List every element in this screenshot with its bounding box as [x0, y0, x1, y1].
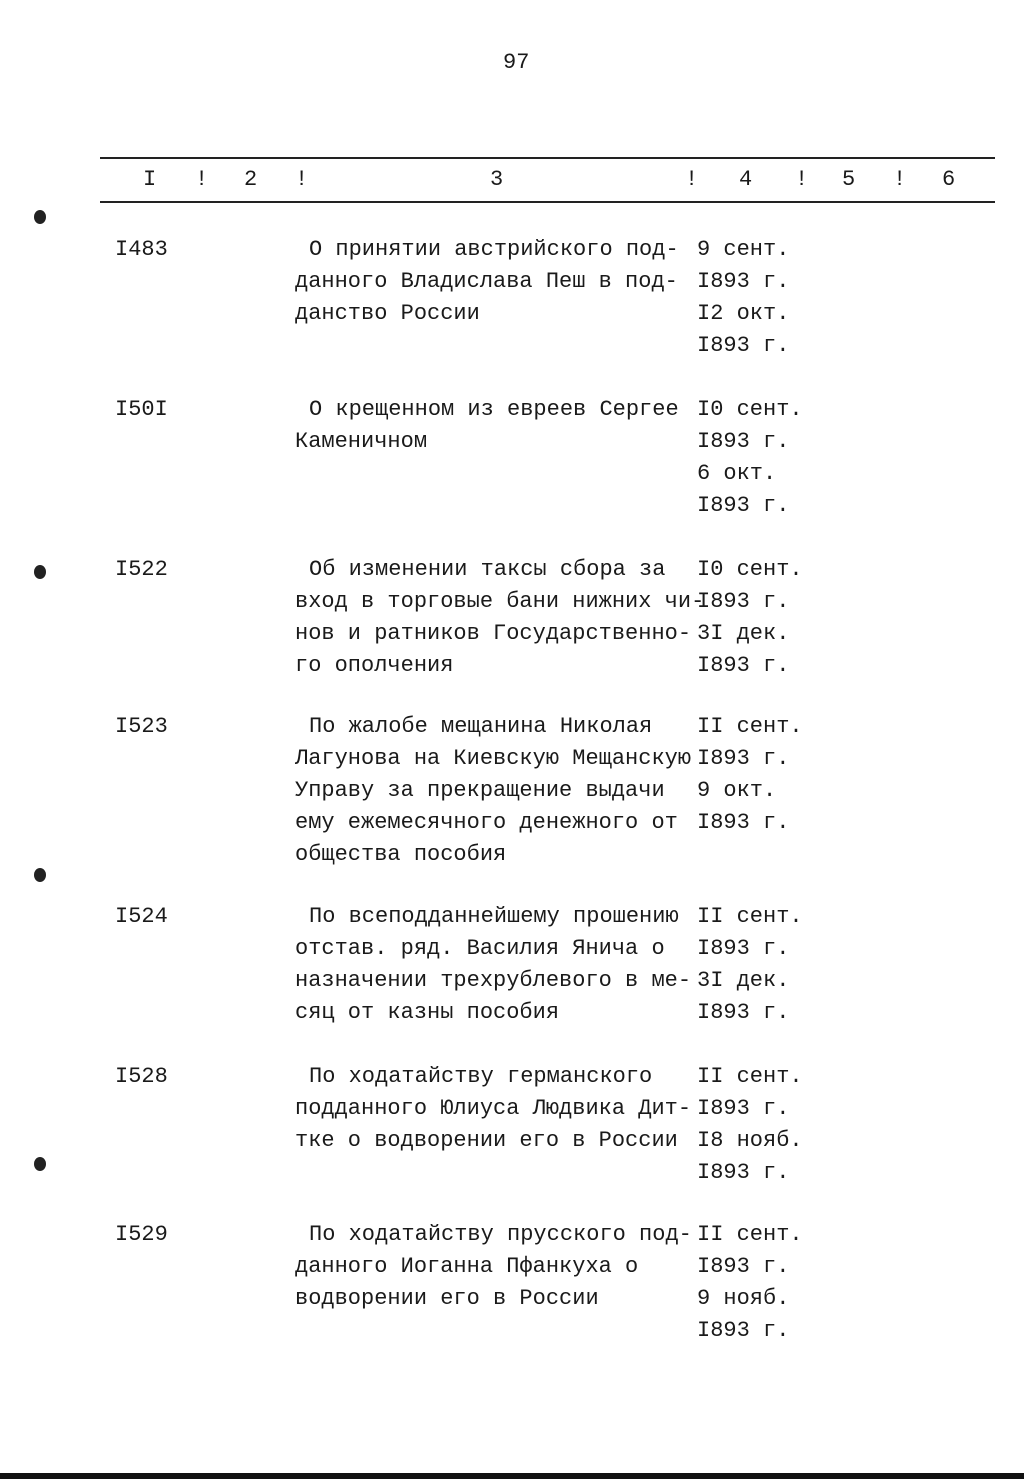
description-line: данство России — [295, 301, 480, 326]
date-line: I893 г. — [697, 810, 790, 835]
punch-hole — [34, 210, 46, 224]
case-dates — [697, 394, 803, 522]
date-line: I893 г. — [697, 493, 790, 518]
description-line: водворении его в России — [295, 1286, 599, 1311]
case-number: I522 — [115, 557, 168, 582]
date-line: I893 г. — [697, 1096, 790, 1121]
date-line: I893 г. — [697, 269, 790, 294]
date-line: 3I дек. — [697, 621, 790, 646]
date-line: I893 г. — [697, 1160, 790, 1185]
description-line: общества пособия — [295, 842, 507, 867]
date-line: 9 нояб. — [697, 1286, 790, 1311]
case-number: I528 — [115, 1064, 168, 1089]
column-separator: ! — [195, 167, 209, 192]
case-number: I524 — [115, 904, 168, 929]
date-line: II сент. — [697, 1064, 803, 1089]
case-number: I523 — [115, 714, 168, 739]
header-top-rule — [100, 157, 995, 159]
column-header-I: I — [143, 167, 157, 192]
date-line: II сент. — [697, 1222, 803, 1247]
description-line: го ополчения — [295, 653, 454, 678]
description-line: О принятии австрийского под- — [309, 237, 679, 262]
header-bottom-rule — [100, 201, 995, 203]
case-dates — [697, 1061, 803, 1189]
date-line: I893 г. — [697, 746, 790, 771]
punch-hole — [34, 1157, 46, 1171]
date-line: I893 г. — [697, 1000, 790, 1025]
description-line: Управу за прекращение выдачи — [295, 778, 665, 803]
punch-hole — [34, 868, 46, 882]
description-line: данного Владислава Пеш в под- — [295, 269, 678, 294]
description-line: данного Иоганна Пфанкуха о — [295, 1254, 639, 1279]
description-line: подданного Юлиуса Людвика Дит- — [295, 1096, 692, 1121]
column-header-5: 5 — [842, 167, 856, 192]
description-line: вход в торговые бани нижних чи- — [295, 589, 705, 614]
column-separator: ! — [685, 167, 699, 192]
case-description — [295, 711, 691, 871]
case-description — [295, 901, 691, 1029]
date-line: 3I дек. — [697, 968, 790, 993]
description-line: нов и ратников Государственно- — [295, 621, 692, 646]
case-description — [295, 1219, 692, 1315]
date-line: I2 окт. — [697, 301, 790, 326]
case-dates — [697, 1219, 803, 1347]
column-header-3: 3 — [490, 167, 504, 192]
date-line: I893 г. — [697, 653, 790, 678]
case-number: I529 — [115, 1222, 168, 1247]
case-dates — [697, 901, 803, 1029]
scan-border — [0, 1473, 1024, 1479]
case-description — [295, 554, 704, 682]
date-line: 6 окт. — [697, 461, 777, 486]
description-line: Каменичном — [295, 429, 428, 454]
date-line: I0 сент. — [697, 557, 803, 582]
date-line: 9 окт. — [697, 778, 777, 803]
case-description — [295, 1061, 691, 1157]
date-line: I893 г. — [697, 1254, 790, 1279]
description-line: О крещенном из евреев Сергее — [309, 397, 679, 422]
description-line: тке о водворении его в России — [295, 1128, 678, 1153]
column-separator: ! — [893, 167, 907, 192]
case-description — [295, 394, 679, 458]
description-line: отстав. ряд. Василия Янича о — [295, 936, 665, 961]
case-number: I50I — [115, 397, 168, 422]
column-header-6: 6 — [942, 167, 956, 192]
description-line: Об изменении таксы сбора за — [309, 557, 666, 582]
date-line: I893 г. — [697, 1318, 790, 1343]
date-line: II сент. — [697, 904, 803, 929]
description-line: сяц от казны пособия — [295, 1000, 560, 1025]
date-line: I893 г. — [697, 589, 790, 614]
description-line: Лагунова на Киевскую Мещанскую — [295, 746, 692, 771]
case-number: I483 — [115, 237, 168, 262]
date-line: I8 нояб. — [697, 1128, 803, 1153]
description-line: ему ежемесячного денежного от — [295, 810, 678, 835]
page-number: 97 — [503, 50, 530, 75]
description-line: назначении трехрублевого в ме- — [295, 968, 692, 993]
case-description — [295, 234, 679, 330]
column-header-2: 2 — [244, 167, 258, 192]
description-line: По ходатайству прусского под- — [309, 1222, 692, 1247]
date-line: 9 сент. — [697, 237, 790, 262]
column-header-4: 4 — [739, 167, 753, 192]
date-line: I0 сент. — [697, 397, 803, 422]
column-separator: ! — [295, 167, 309, 192]
case-dates — [697, 711, 803, 839]
punch-hole — [34, 565, 46, 579]
date-line: I893 г. — [697, 333, 790, 358]
date-line: I893 г. — [697, 936, 790, 961]
column-separator: ! — [795, 167, 809, 192]
description-line: По всеподданнейшему прошению — [309, 904, 679, 929]
description-line: По жалобе мещанина Николая — [309, 714, 653, 739]
case-dates — [697, 554, 803, 682]
date-line: II сент. — [697, 714, 803, 739]
description-line: По ходатайству германского — [309, 1064, 653, 1089]
case-dates — [697, 234, 789, 362]
date-line: I893 г. — [697, 429, 790, 454]
